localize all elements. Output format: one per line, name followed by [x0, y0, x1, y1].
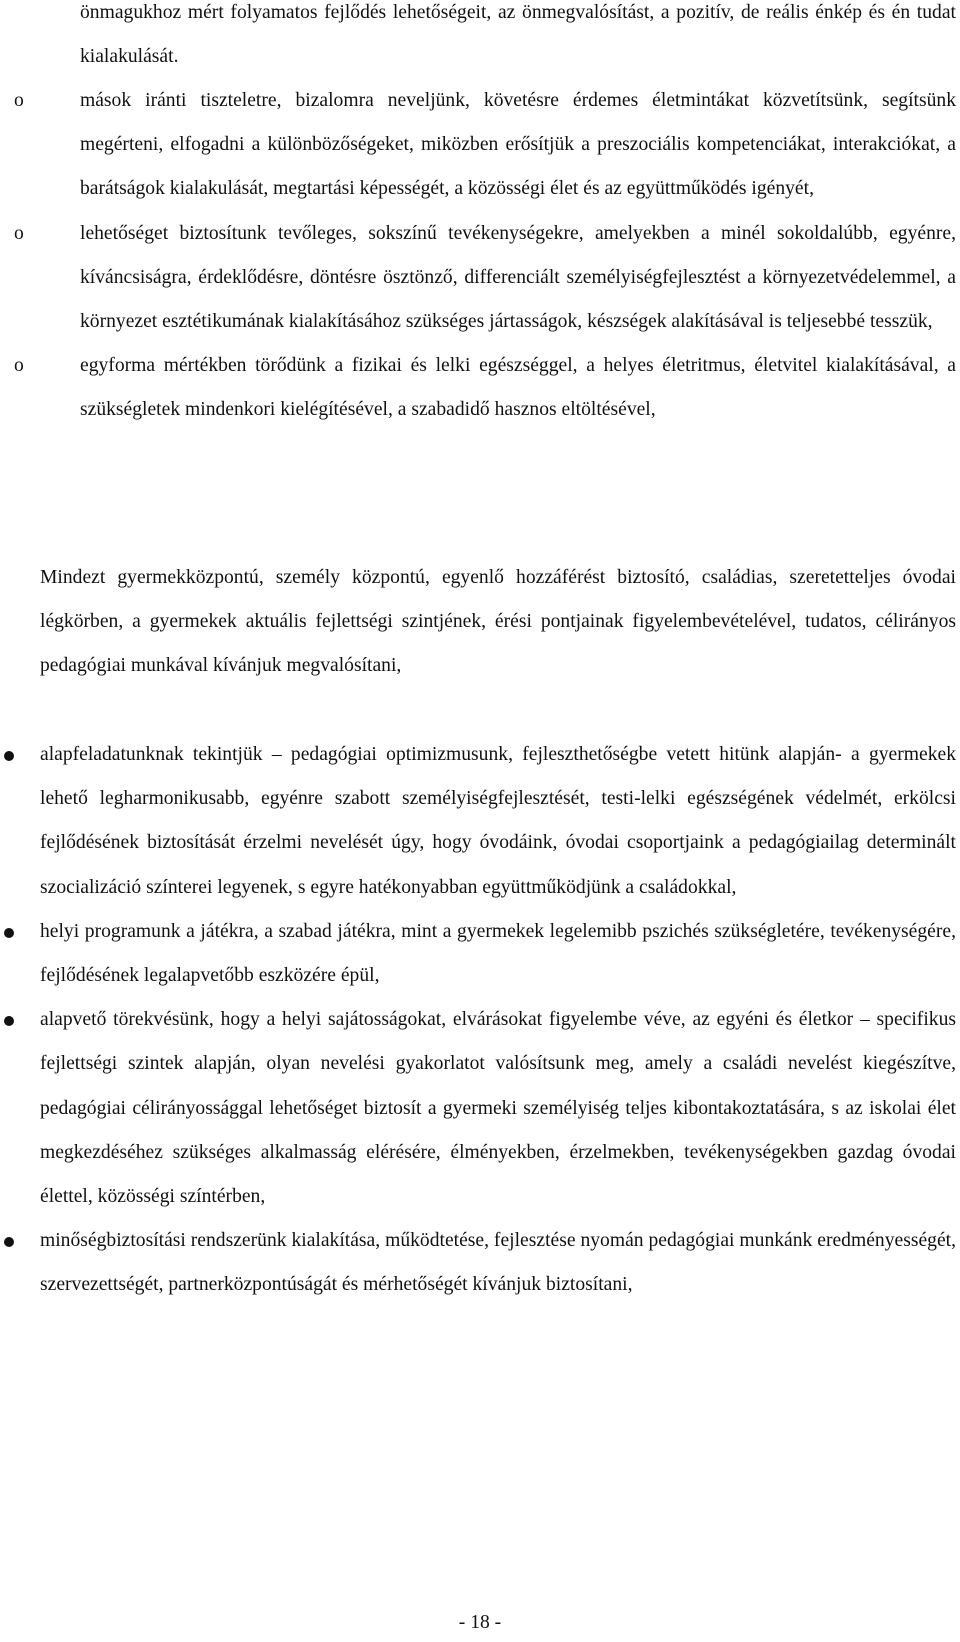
sub-list-item [0, 212, 956, 345]
circle-bullet-icon: o [14, 355, 24, 377]
sub-list-item [0, 79, 956, 212]
bullet-dot-icon [4, 1237, 14, 1247]
bullet-list-item [0, 910, 956, 998]
bullet-list-item [0, 733, 956, 910]
body-paragraph: Mindezt gyermekközpontú, személy központú, egyenlő hozzáférést biztosító, családias, szeretetteljes óvodai légkörben, a gyermekek aktuális fejlettségi szintjének, érési pontjainak figyelembevételével, tudatos, célirányos pedagógiai munkával kívánjuk megvalósítani, [40, 567, 956, 677]
bullet-dot-icon [4, 1016, 14, 1026]
sub-item-text: egyforma mértékben törődünk a fizikai és lelki egészséggel, a helyes életritmus, életvitel kialakításával, a szükségletek mindenkori kielégítésével, a szabadidő hasznos eltöltésével, [80, 355, 956, 421]
bullet-list-item [0, 998, 956, 1219]
sub-item-list [0, 79, 956, 433]
circle-bullet-icon: o [14, 90, 24, 111]
bullet-item-text: minőségbiztosítási rendszerünk kialakítása, működtetése, fejlesztése nyomán pedagógiai munkánk eredményességét, szervezettségét, partnerközpontúságát és mérhetőségét kívánjuk biztosítani, [40, 1230, 956, 1296]
bullet-list-item [0, 1219, 956, 1307]
bullet-item-text: alapvető törekvésünk, hogy a helyi sajátosságokat, elvárásokat figyelembe véve, az egyéni és életkor – specifikus fejlettségi szintek alapján, olyan nevelési gyakorlatot valósítsunk meg, amely a családi nevelést kiegészítve, pedagógiai célirányossággal lehetőséget biztosít a gyermeki személyiség teljes kibontakoztatására, s az iskolai élet megkezdéséhez szükséges alkalmasság elérésére, élményekben, érzelmekben, tevékenységekben gazdag óvodai élettel, közösségi színtérben, [40, 1009, 956, 1208]
sub-item-text: lehetőséget biztosítunk tevőleges, sokszínű tevékenységekre, amelyekben a minél sokoldalúbb, egyénre, kíváncsiságra, érdeklődésre, döntésre ösztönző, differenciált személyiségfejlesztést a környezetvédelemmel, a környezet esztétikumának kialakításához szükséges jártasságok, készségek alakításával is teljesebbé tesszük, [80, 222, 956, 333]
sub-item-text: mások iránti tiszteletre, bizalomra neveljünk, követésre érdemes életmintákat közvetítsünk, segítsünk megérteni, elfogadni a különbözőségeket, miközben erősítjük a preszociális kompetenciákat, interakciókat, a barátságok kialakulását, megtartási képességét, a közösségi élet és az együttműködés igényét, [80, 90, 956, 200]
circle-bullet-icon: o [14, 222, 24, 244]
bullet-list [0, 733, 956, 1308]
bullet-item-text: helyi programunk a játékra, a szabad játékra, mint a gyermekek legelemibb pszichés szükségletére, tevékenységére, fejlődésének legalapvetőbb eszközére épül, [40, 920, 956, 987]
bullet-dot-icon [4, 928, 14, 938]
sub-list-item [0, 344, 956, 432]
bullet-item-text: alapfeladatunknak tekintjük – pedagógiai optimizmusunk, fejleszthetőségbe vetett hitünk alapján- a gyermekek lehető legharmonikusabb, egyénre szabott személyiségfejlesztését, testi-lelki egészségének védelmét, erkölcsi fejlődésének biztosítását érzelmi nevelését úgy, hogy óvodáink, óvodai csoportjaink a pedagógiailag determinált szocializáció színterei legyenek, s egyre hatékonyabban együttműködjünk a családokkal, [40, 744, 956, 898]
page-number: - 18 - [458, 1612, 502, 1633]
bullet-dot-icon [4, 751, 14, 761]
intro-continuation: önmagukhoz mért folyamatos fejlődés lehetőségeit, az önmegvalósítást, a pozitív, de reális énkép és én tudat kialakulását. [80, 2, 956, 68]
